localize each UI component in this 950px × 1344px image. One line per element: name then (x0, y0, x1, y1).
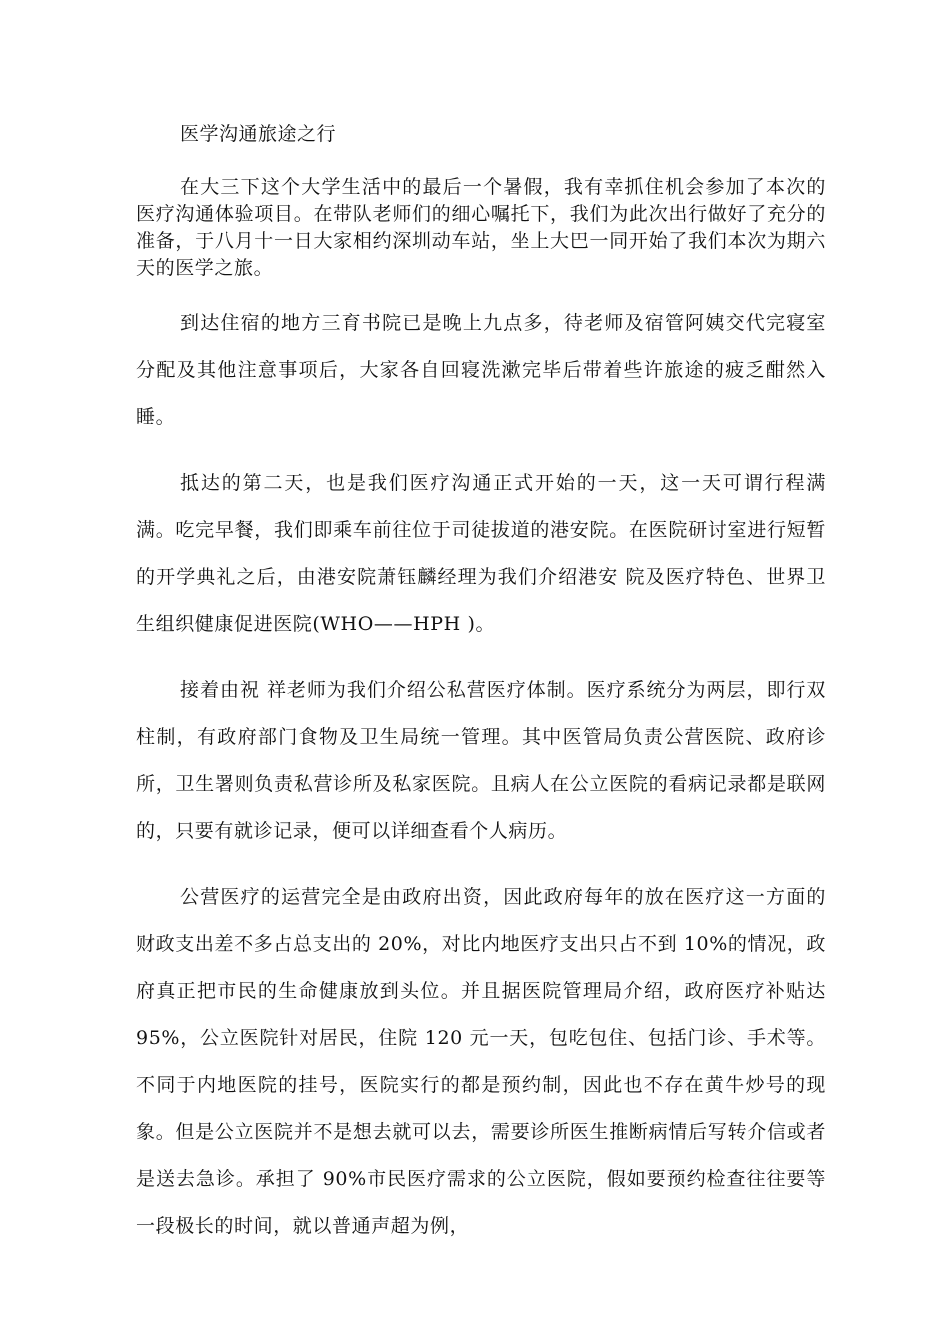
paragraph-day-two: 抵达的第二天，也是我们医疗沟通正式开始的一天，这一天可谓行程满满。吃完早餐，我们即乘车前往位于司徒拔道的港安院。在医院研讨室进行短暂的开学典礼之后，由港安院萧钰麟经理为我们介绍港安 院及医疗特色、世界卫生组织健康促进医院(WHO——HPH )。 (136, 472, 826, 635)
document-page (136, 118, 826, 1269)
paragraph-public-healthcare: 公营医疗的运营完全是由政府出资，因此政府每年的放在医疗这一方面的财政支出差不多占总支出的 20%，对比内地医疗支出只占不到 10%的情况，政府真正把市民的生命健康放到头位。并且据医院管理局介绍，政府医疗补贴达 95%，公立医院针对居民，住院 120 元一天，包吃包住、包括门诊、手术等。不同于内地医院的挂号，医院实行的都是预约制，因此也不存在黄牛炒号的现象。但是公立医院并不是想去就可以去，需要诊所医生推断病情后写转介信或者是送去急诊。承担了 90%市民医疗需求的公立医院，假如要预约检查往往要等一段极长的时间，就以普通声超为例， (136, 886, 826, 1237)
document-title: 医学沟通旅途之行 (180, 123, 337, 145)
paragraph-medical-system: 接着由祝 祥老师为我们介绍公私营医疗体制。医疗系统分为两层，即行双柱制，有政府部门食物及卫生局统一管理。其中医管局负责公营医院、政府诊所，卫生署则负责私营诊所及私家医院。且病人在公立医院的看病记录都是联网的，只要有就诊记录，便可以详细查看个人病历。 (136, 679, 826, 842)
paragraph-arrival: 到达住宿的地方三育书院已是晚上九点多，待老师及宿管阿姨交代完寝室分配及其他注意事项后，大家各自回寝洗漱完毕后带着些许旅途的疲乏酣然入睡。 (136, 312, 826, 428)
paragraph-intro: 在大三下这个大学生活中的最后一个暑假，我有幸抓住机会参加了本次的医疗沟通体验项目。在带队老师们的细心嘱托下，我们为此次出行做好了充分的准备，于八月十一日大家相约深圳动车站，坐上大巴一同开始了我们本次为期六天的医学之旅。 (136, 176, 826, 279)
